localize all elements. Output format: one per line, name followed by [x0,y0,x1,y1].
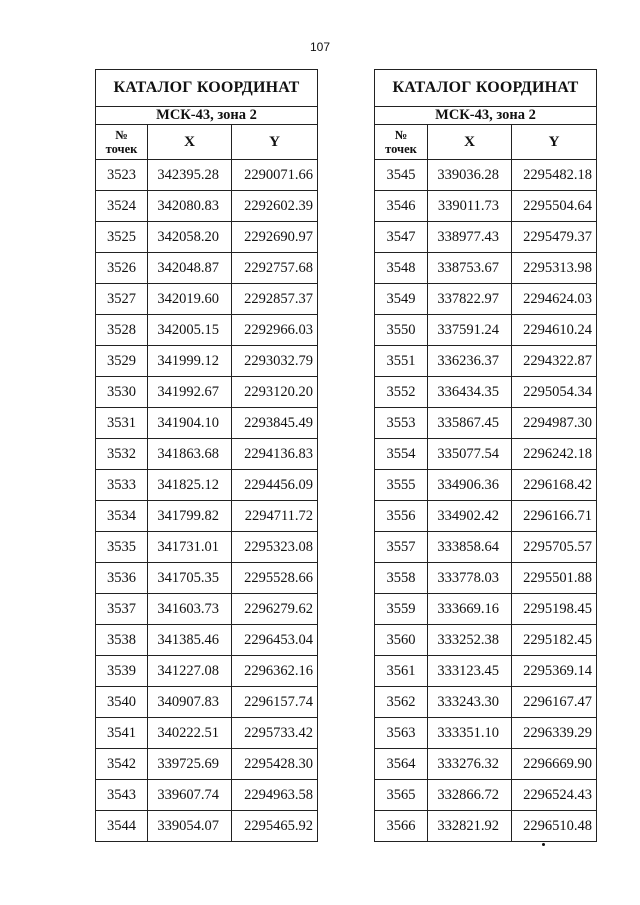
x-coordinate-cell: 337822.97 [428,284,512,315]
table-row [375,253,597,284]
catalog-zone: МСК-43, зона 2 [96,107,318,125]
catalog-zone-row [96,107,318,125]
point-number-cell: 3546 [375,191,428,222]
table-row [375,532,597,563]
table-row [96,253,318,284]
point-number-cell: 3533 [96,470,148,501]
table-row [375,749,597,780]
point-number-cell: 3553 [375,408,428,439]
table-row [96,439,318,470]
y-coordinate-cell: 2295479.37 [512,222,597,253]
y-coordinate-cell: 2296279.62 [232,594,318,625]
point-number-cell: 3539 [96,656,148,687]
point-number-cell: 3556 [375,501,428,532]
y-coordinate-cell: 2294963.58 [232,780,318,811]
table-row [375,563,597,594]
y-coordinate-cell: 2295198.45 [512,594,597,625]
point-number-cell: 3541 [96,718,148,749]
y-coordinate-cell: 2296167.47 [512,687,597,718]
point-number-cell: 3524 [96,191,148,222]
point-number-cell: 3523 [96,160,148,191]
y-coordinate-cell: 2296453.04 [232,625,318,656]
x-coordinate-cell: 341825.12 [148,470,232,501]
x-coordinate-cell: 341227.08 [148,656,232,687]
table-row [375,501,597,532]
point-number-cell: 3565 [375,780,428,811]
x-coordinate-cell: 338977.43 [428,222,512,253]
point-number-cell: 3550 [375,315,428,346]
y-coordinate-cell: 2296242.18 [512,439,597,470]
x-coordinate-cell: 340907.83 [148,687,232,718]
point-number-cell: 3534 [96,501,148,532]
table-row [375,160,597,191]
table-row [96,749,318,780]
table-row [96,594,318,625]
y-coordinate-cell: 2294624.03 [512,284,597,315]
y-coordinate-cell: 2295182.45 [512,625,597,656]
table-row [375,377,597,408]
x-coordinate-cell: 339011.73 [428,191,512,222]
x-coordinate-cell: 333252.38 [428,625,512,656]
x-coordinate-cell: 339036.28 [428,160,512,191]
point-number-cell: 3554 [375,439,428,470]
x-coordinate-cell: 340222.51 [148,718,232,749]
point-number-cell: 3544 [96,811,148,842]
y-coordinate-cell: 2296524.43 [512,780,597,811]
point-number-cell: 3559 [375,594,428,625]
y-coordinate-cell: 2294322.87 [512,346,597,377]
header-num-symbol: № [115,128,128,142]
table-row [375,222,597,253]
catalog-title-row [375,70,597,107]
x-coordinate-cell: 337591.24 [428,315,512,346]
y-coordinate-cell: 2292602.39 [232,191,318,222]
y-coordinate-cell: 2296168.42 [512,470,597,501]
table-row [96,191,318,222]
table-row [375,470,597,501]
y-coordinate-cell: 2294987.30 [512,408,597,439]
point-number-cell: 3549 [375,284,428,315]
column-header-x: X [148,125,232,160]
x-coordinate-cell: 335867.45 [428,408,512,439]
y-coordinate-cell: 2295705.57 [512,532,597,563]
y-coordinate-cell: 2295504.64 [512,191,597,222]
point-number-cell: 3561 [375,656,428,687]
column-header-row [96,125,318,160]
catalog-zone-row [375,107,597,125]
x-coordinate-cell: 342058.20 [148,222,232,253]
point-number-cell: 3538 [96,625,148,656]
y-coordinate-cell: 2295369.14 [512,656,597,687]
table-row [375,346,597,377]
x-coordinate-cell: 341999.12 [148,346,232,377]
y-coordinate-cell: 2292690.97 [232,222,318,253]
x-coordinate-cell: 333351.10 [428,718,512,749]
x-coordinate-cell: 342005.15 [148,315,232,346]
x-coordinate-cell: 335077.54 [428,439,512,470]
x-coordinate-cell: 341731.01 [148,532,232,563]
x-coordinate-cell: 341904.10 [148,408,232,439]
table-row [375,408,597,439]
table-row [96,346,318,377]
y-coordinate-cell: 2293032.79 [232,346,318,377]
x-coordinate-cell: 336236.37 [428,346,512,377]
x-coordinate-cell: 333243.30 [428,687,512,718]
x-coordinate-cell: 342395.28 [148,160,232,191]
y-coordinate-cell: 2296669.90 [512,749,597,780]
x-coordinate-cell: 332821.92 [428,811,512,842]
point-number-cell: 3528 [96,315,148,346]
table-row [375,315,597,346]
catalog-zone: МСК-43, зона 2 [375,107,597,125]
column-header-y: Y [512,125,597,160]
table-row [96,160,318,191]
column-header-y: Y [232,125,318,160]
y-coordinate-cell: 2294456.09 [232,470,318,501]
y-coordinate-cell: 2295313.98 [512,253,597,284]
catalog-title: КАТАЛОГ КООРДИНАТ [96,70,318,107]
point-number-cell: 3552 [375,377,428,408]
y-coordinate-cell: 2295054.34 [512,377,597,408]
x-coordinate-cell: 341705.35 [148,563,232,594]
x-coordinate-cell: 334906.36 [428,470,512,501]
header-num-symbol: № [394,128,408,142]
x-coordinate-cell: 333858.64 [428,532,512,563]
table-row [375,718,597,749]
y-coordinate-cell: 2292757.68 [232,253,318,284]
y-coordinate-cell: 2294610.24 [512,315,597,346]
y-coordinate-cell: 2294136.83 [232,439,318,470]
y-coordinate-cell: 2296166.71 [512,501,597,532]
coordinate-catalog-right [374,69,597,842]
y-coordinate-cell: 2296339.29 [512,718,597,749]
point-number-cell: 3525 [96,222,148,253]
table-row [96,718,318,749]
table-row [96,315,318,346]
table-row [375,780,597,811]
y-coordinate-cell: 2296510.48 [512,811,597,842]
table-row [375,687,597,718]
x-coordinate-cell: 333276.32 [428,749,512,780]
y-coordinate-cell: 2292966.03 [232,315,318,346]
table-row [96,687,318,718]
table-row [375,656,597,687]
x-coordinate-cell: 342019.60 [148,284,232,315]
point-number-cell: 3542 [96,749,148,780]
header-num-label: точек [385,142,417,156]
table-row [375,284,597,315]
table-row [96,470,318,501]
y-coordinate-cell: 2293120.20 [232,377,318,408]
point-number-cell: 3560 [375,625,428,656]
x-coordinate-cell: 333123.45 [428,656,512,687]
y-coordinate-cell: 2292857.37 [232,284,318,315]
page-number: 107 [309,40,331,54]
y-coordinate-cell: 2296157.74 [232,687,318,718]
y-coordinate-cell: 2295501.88 [512,563,597,594]
y-coordinate-cell: 2290071.66 [232,160,318,191]
table-row [375,439,597,470]
point-number-cell: 3531 [96,408,148,439]
point-number-cell: 3566 [375,811,428,842]
table-row [96,563,318,594]
point-number-cell: 3530 [96,377,148,408]
point-number-cell: 3547 [375,222,428,253]
table-row [96,222,318,253]
x-coordinate-cell: 334902.42 [428,501,512,532]
table-row [96,532,318,563]
x-coordinate-cell: 341385.46 [148,625,232,656]
x-coordinate-cell: 339054.07 [148,811,232,842]
point-number-cell: 3526 [96,253,148,284]
point-number-cell: 3532 [96,439,148,470]
point-number-cell: 3558 [375,563,428,594]
point-number-cell: 3540 [96,687,148,718]
point-number-cell: 3563 [375,718,428,749]
coordinate-catalog-left [95,69,318,842]
x-coordinate-cell: 341799.82 [148,501,232,532]
table-row [96,408,318,439]
stray-mark [542,843,545,846]
catalog-title-row [96,70,318,107]
y-coordinate-cell: 2294711.72 [232,501,318,532]
y-coordinate-cell: 2295733.42 [232,718,318,749]
column-header-point-number [375,125,428,160]
y-coordinate-cell: 2296362.16 [232,656,318,687]
point-number-cell: 3557 [375,532,428,563]
x-coordinate-cell: 339607.74 [148,780,232,811]
x-coordinate-cell: 341863.68 [148,439,232,470]
table-row [96,625,318,656]
table-row [375,625,597,656]
point-number-cell: 3548 [375,253,428,284]
y-coordinate-cell: 2295528.66 [232,563,318,594]
x-coordinate-cell: 342048.87 [148,253,232,284]
table-row [375,191,597,222]
x-coordinate-cell: 342080.83 [148,191,232,222]
x-coordinate-cell: 339725.69 [148,749,232,780]
y-coordinate-cell: 2293845.49 [232,408,318,439]
table-row [375,811,597,842]
column-header-row [375,125,597,160]
x-coordinate-cell: 341992.67 [148,377,232,408]
point-number-cell: 3564 [375,749,428,780]
y-coordinate-cell: 2295465.92 [232,811,318,842]
catalog-title: КАТАЛОГ КООРДИНАТ [375,70,597,107]
table-row [96,811,318,842]
x-coordinate-cell: 332866.72 [428,780,512,811]
y-coordinate-cell: 2295428.30 [232,749,318,780]
point-number-cell: 3562 [375,687,428,718]
point-number-cell: 3537 [96,594,148,625]
x-coordinate-cell: 333778.03 [428,563,512,594]
y-coordinate-cell: 2295482.18 [512,160,597,191]
point-number-cell: 3545 [375,160,428,191]
header-num-label: точек [105,142,138,156]
x-coordinate-cell: 341603.73 [148,594,232,625]
point-number-cell: 3551 [375,346,428,377]
table-row [96,377,318,408]
x-coordinate-cell: 338753.67 [428,253,512,284]
table-row [96,284,318,315]
table-row [96,656,318,687]
point-number-cell: 3527 [96,284,148,315]
column-header-x: X [428,125,512,160]
point-number-cell: 3535 [96,532,148,563]
table-row [96,780,318,811]
point-number-cell: 3543 [96,780,148,811]
table-row [96,501,318,532]
point-number-cell: 3555 [375,470,428,501]
table-row [375,594,597,625]
x-coordinate-cell: 333669.16 [428,594,512,625]
y-coordinate-cell: 2295323.08 [232,532,318,563]
point-number-cell: 3529 [96,346,148,377]
x-coordinate-cell: 336434.35 [428,377,512,408]
column-header-point-number [96,125,148,160]
point-number-cell: 3536 [96,563,148,594]
